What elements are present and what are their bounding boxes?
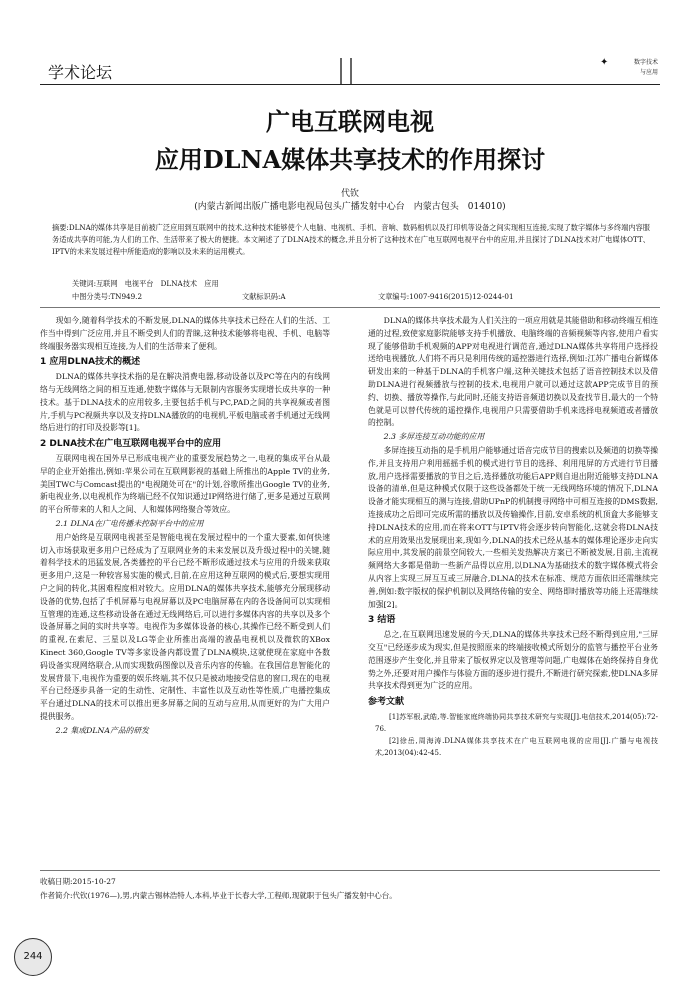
author-bio: 作者简介:代钦(1976—),男,内蒙古锡林浩特人,本科,毕业于长春大学,工程师,现就职于包头广播发射中心台。 [40, 891, 397, 900]
logo-line2: 与应用 [639, 69, 658, 76]
references-heading: 参考文献 [368, 697, 405, 708]
header-rule [40, 84, 660, 85]
received-date: 收稿日期:2015-10-27 [40, 877, 116, 886]
paragraph: 互联网电视在国外早已形成电视产业的重要发展趋势之一,电视的集成平台从最早的企业开始推出,例如:苹果公司在互联网影视的基础上所推出的Apple TV的业务,美国TWC与Comcast提出的"电视随处可在"的计划,谷歌所推出Google TV的业务,新电视业务,以电视机作为终端已经不仅知识通过IP网络进行储了,更多是通过互联网的平台所带来的人和人之间、人和媒体网络聚合等效应。 [40, 453, 330, 515]
header-bars [340, 58, 362, 86]
paragraph: 用户始终是互联网电视甚至是智能电视在发展过程中的一个重大要素,如何快速切入市场获取更多用户已经成为了互联网业务的未来发展以及升级过程中的关键,随着科学技术的迅猛发展,各类播控的平台已经不断形成通过技术与应用的升级来获取更多用户,这是一种较容易实施的模式,目前,在应用这种互联网的模式后,要想实现用户之间的转化,其困难程度相对较大。应用DLNA的媒体共享技术,能够充分展现移动设备的优势,包括了手机屏幕与电视屏幕以及PC电脑屏幕在内的各设备间可以实现相互管理的连通,这些移动设备在通过无线网络后,可以进行多媒体内容的共享以及多个设备屏幕之间的实时共享等。电视作为多媒体设备的核心,其操作已经不断受到人们的重视,在索尼、三星以及LG等企业所推出高端的液晶电视机以及微软的XBox Kinect 360,Google TV等多家设备内都设置了DLNA模块,这就使现在家庭中各数码设备实现网络联合,从而实现数码图像以及音乐内容的传输。在我国信息智能化的发展背景下,电视作为重要的娱乐终端,其不仅只是被动地接受信息的窗口,现在的电视平台已经逐步具备一定的生动性、定制性、丰富性以及互动性等性质,广电播控集成平台通过DLNA的技术可以推出更多屏幕之间的互动与应用,从而更好的为广大用户提供服务。 [40, 532, 330, 721]
page-number: 244 [14, 938, 52, 976]
footnote [40, 875, 660, 903]
paragraph: 多屏连接互动指的是手机用户能够通过语音完成节目的搜索以及频道的切换等操作,并且支持用户利用摇摇手机的模式进行节目的选择、利用甩屏的方式进行节目播放,用户选择需要播放的节目之后,选择播放功能后APP则自退出附近能够支持DLNA设备的清单,但是这种模式仅限于这些设备都处于统一无线网络环境的情况下,DLNA设备才能实现相互的测与连接,借助UPnP的机制搜寻网络中可相互连接的DMS数据,连接成功之后即可完成所需的播放以及传输操作,目前,安卓系统的机顶盒大多能够支持DLNA技术的应用,而在将来OTT与IPTV将会逐步转向智能化,这就会将DLNA技术的应用效果出发展现出来,现如今,DLNA的技术已经从基本的媒体理论逐步走向实际应用中,其发展的前景空间较大,一些相关发热解决方案已不断被发展,目前,主流视频网络大多都是借助一些新产品得以应用,以DLNA为基础技术的数字媒体模式将会从内容上实现三屏互互或三屏融合,DLNA的技术在标准、规范方面依旧还需继续完善,例如:数字版权的保护机制以及网络传输的安全、网络即时播放等功能上还需继续加强[2]。 [368, 445, 659, 609]
title-line2: 应用DLNA媒体共享技术的作用探讨 [154, 145, 546, 174]
subsection-heading: 2.2 集成DLNA产品的研发 [55, 725, 149, 735]
subsection-heading: 2.1 DLNA在广电传播未控制平台中的应用 [55, 518, 204, 528]
doc-code: 文献标识码:A [242, 292, 286, 301]
paragraph: 现如今,随着科学技术的不断发展,DLNA的媒体共享技术已经在人们的生活、工作当中得到广泛应用,并且不断受到人们的青睐,这种技术能够将电视、手机、电脑等终端服务器实现相互连接,为人们的生活带来了便利。 [40, 316, 330, 351]
logo-mark-icon: ✦ [600, 57, 609, 68]
column-left [40, 315, 330, 739]
section-heading: 2 DLNA技术在广电互联网电视平台中的应用 [40, 439, 222, 450]
affiliation: (内蒙古新闻出版广播电影电视局包头广播发射中心台 内蒙古包头 014010) [194, 202, 506, 212]
paragraph: DLNA的媒体共享技术指的是在解决消费电器,移动设备以及PC等在内的有线网络与无线网络之间的相互连通,使数字媒体与无限制内容服务实现增长成共享的一种技术。基于DLNA技术的应用较多,主要包括手机与PC,PAD之间的共享视频或者图片,手机与PC视频共享以及支持DLNA播放的的电视机,平板电脑或者手机通过无线网络后进行的打印及投影等[1]。 [40, 372, 330, 433]
divider-footer [40, 870, 660, 871]
section-heading: 3 结语 [368, 615, 396, 626]
reference-item: [2]徐岳,周海涛.DLNA媒体共享技术在广电互联网电视的应用[J].广播与电视技术,2013(04):42-45. [375, 736, 658, 757]
column-right [368, 315, 658, 759]
section-heading: 1 应用DLNA技术的概述 [40, 357, 141, 368]
title-line1: 广电互联网电视 [266, 107, 434, 136]
article-number: 文章编号:1007-9416(2015)12-0244-01 [378, 292, 514, 301]
abstract: 摘要:DLNA的媒体共享是目前被广泛应用到互联网中的技术,这种技术能够使个人电脑、电视机、手机、音响、数码相机以及打印机等设备之间实现相互连接,实现了数字媒体与多终端内容服务适成共享的可能,为人们的工作、生活带来了极大的便捷。本文阐述了了DLNA技术的概念,并且分析了这种技术在广电互联网电视平台中的应用,并且探讨了DLNA技术对广电媒体OTT、IPTV的未来发展过程中所能造成的影响以及未来的运用模式。 [52, 223, 650, 256]
divider-top [40, 307, 660, 308]
subsection-heading: 2.3 多屏连接互动功能的应用 [383, 432, 485, 442]
paragraph: DLNA的媒体共享技术最为人们关注的一项应用就是其能借助和移动终端互相连通的过程,致使家庭影院能够支持手机播放、电脑终端的音频视频等内容,使用户看实现了能够借助手机观频的APP对电视进行调范音,通过DLNA媒体共享将用户选择投送给电视播放,人们将不再只是利用传统的遥控器进行选择,例如:江苏广播电台新媒体研发出来的一种基于DLNA的手机客户端,这种关键技术包括了语音控制技术以及借助DLNA进行视频播放与控制的技术,电视用户就可以通过这款APP完成节目的预约、切换、播放等操作,与此同时,还能支持语音频道切换以及查找节目,最大的一个特色就是可以替代传统的遥控操作,电视用户只需要借助手机来选择电视频道或者播放的控制。 [368, 316, 658, 428]
reference-item: [1]苏军根,武皓,等.智能家庭终端协同共享技术研究与实现[J].电信技术,2014(05):72-76. [375, 712, 658, 733]
author: 代钦 [340, 189, 359, 199]
journal-logo [600, 58, 658, 86]
logo-line1: 数字技术 [633, 59, 658, 66]
section-label: 学术论坛 [48, 63, 113, 82]
clc-number: 中图分类号:TN949.2 [72, 292, 143, 301]
page-header [40, 50, 660, 90]
paragraph: 总之,在互联网迅速发展的今天,DLNA的媒体共享技术已经不断得到应用,"三屏交互"已经逐步成为现实,但是按照原来的终端接收模式所划分的监管与播控平台业务范围逐步产生变化,并且带来了版权界定以及管理等问题,广电媒体在始终保持自身优势之外,还要对用户操作与体验方面的逐步进行提升,不断进行研究探索,使DLNA多屏共享技术得到更为广泛的应用。 [368, 630, 658, 691]
keywords: 关键词:互联网 电视平台 DLNA技术 应用 [72, 279, 219, 288]
